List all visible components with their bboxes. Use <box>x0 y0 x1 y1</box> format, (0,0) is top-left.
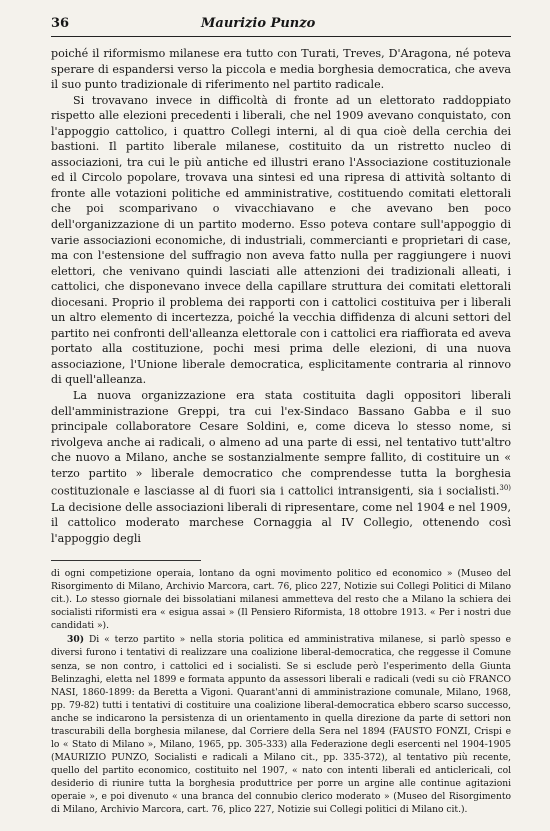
footnote-text: Di « terzo partito » nella storia politica ed amministrativa milanese, si parlò spesso e diversi furono i tentativi di realizzare una coalizione liberal-democratica, che reggesse il Comune senza, se non contro, i cattolici ed i socialisti. Se si esclude però l'esperimento della Giunta Belinzaghi, eletta nel 1899 e formata appunto da assessori liberali e radicali (vedi su ciò FRANCO NASI, 1860-1899: da Beretta a Vigoni. Quarant'anni di amministrazione comunale, Milano, 1968, pp. 79-82) tutti i tentativi di costituire una coalizione liberal-democratica ebbero scarso successo, anche se indicarono la persistenza di un orientamento in quella direzione da parte di settori non trascurabili della borghesia milanese, dal Corriere della Sera nel 1894 (FAUSTO FONZI, Crispi e lo « Stato di Milano », Milano, 1965, pp. 305-333) alla Federazione degli esercenti nel 1904-1905 (MAURIZIO PUNZO, Socialisti e radicali a Milano cit., pp. 335-372), al tentativo più recente, quello del partito economico, costituito nel 1907, « nato con intenti liberali ed anticlericali, col desiderio di riunire tutta la borghesia produttrice per porre un argine alle continue agitazioni operaie », e poi divenuto « una branca del connubio clerico moderato » (Museo del Risorgimento di Milano, Archivio Marcora, cart. 76, plico 227, Notizie sui Collegi politici di Milano cit.). <box>51 635 511 816</box>
footnotes <box>51 568 511 817</box>
page-number: 36 <box>51 16 70 31</box>
body-paragraph-text: La decisione delle associazioni liberali di ripresentare, come nel 1904 e nel 1909, il cattolico moderato marchese Cornaggia al IV Collegio, ottenendo così l'appoggio degli <box>51 500 511 545</box>
footnote-rule <box>51 560 201 561</box>
footnote-number: 30) <box>67 634 85 646</box>
body-paragraph: poiché il riformismo milanese era tutto con Turati, Treves, D'Aragona, né poteva sperare di espandersi verso la piccola e media borghesia democratica, che aveva il suo punto tradizionale di riferimento nel partito radicale. <box>51 47 511 92</box>
page-header <box>51 16 511 37</box>
body-paragraph <box>51 388 511 546</box>
footnote-continuation: di ogni competizione operaia, lontano da ogni movimento politico ed economico » (Museo del Risorgimento di Milano, Archivio Marcora, cart. 76, plico 227, Notizie sui Collegi Politici di Milano cit.). Lo stesso giornale dei bissolatiani milanesi ammetteva del resto che a Milano la schiera dei socialisti riformisti era « esigua assai » (Il Pensiero Riformista, 18 ottobre 1913. « Per i nostri due candidati »). <box>51 569 511 632</box>
footnote-30 <box>51 633 511 817</box>
main-text <box>51 46 511 546</box>
footnote-reference: 30) <box>499 484 511 493</box>
body-paragraph: Si trovavano invece in difficoltà di fronte ad un elettorato raddoppiato rispetto alle elezioni precedenti i liberali, che nel 1909 avevano conquistato, con l'appoggio cattolico, i quattro Collegi interni, al di qua cioè della cerchia dei bastioni. Il partito liberale milanese, costituito da un ristretto nucleo di associazioni, tra cui le più antiche ed illustri erano l'Associazione costituzionale ed il Circolo popolare, trovava una sintesi ed una ripresa di attività soltanto di fronte alle votazioni politiche ed amministrative, costituendo comitati elettorali che poi scomparivano o vivacchiavano e che avevano ben poco dell'organizzazione di un partito moderno. Esso poteva contare sull'appoggio di varie associazioni economiche, di industriali, commercianti e proprietari di case, ma con l'estensione del suffragio non aveva fatto nulla per raggiungere i nuovi elettori, che venivano quindi lasciati alle attenzioni dei tradizionali alleati, i cattolici, che disponevano invece della capillare struttura dei comitati elettorali diocesani. Proprio il problema dei rapporti con i cattolici costituiva per i liberali un altro elemento di incertezza, poiché la vecchia diffidenza di alcuni settori del partito nei confronti dell'alleanza elettorale con i cattolici era riaffiorata ed aveva portato alla costituzione, pochi mesi prima delle elezioni, di una nuova associazione, l'Unione liberale democratica, esplicitamente contraria al rinnovo di quell'alleanza. <box>51 93 512 387</box>
body-paragraph-text: La nuova organizzazione era stata costituita dagli oppositori liberali dell'amministrazione Greppi, tra cui l'ex-Sindaco Bassano Gabba e il suo principale collaboratore Cesare Soldini, e, come diceva lo stesso nome, si rivolgeva anche ai radicali, o almeno ad una parte di essi, nel tentativo tutt'altro che nuovo a Milano, anche se sostanzialmente sempre fallito, di costituire un « terzo partito » liberale democratico che comprendesse tutta la borghesia costituzionale e lasciasse al di fuori sia i cattolici intransigenti, sia i socialisti. <box>51 389 511 498</box>
running-head: Maurizio Punzo <box>201 16 316 31</box>
